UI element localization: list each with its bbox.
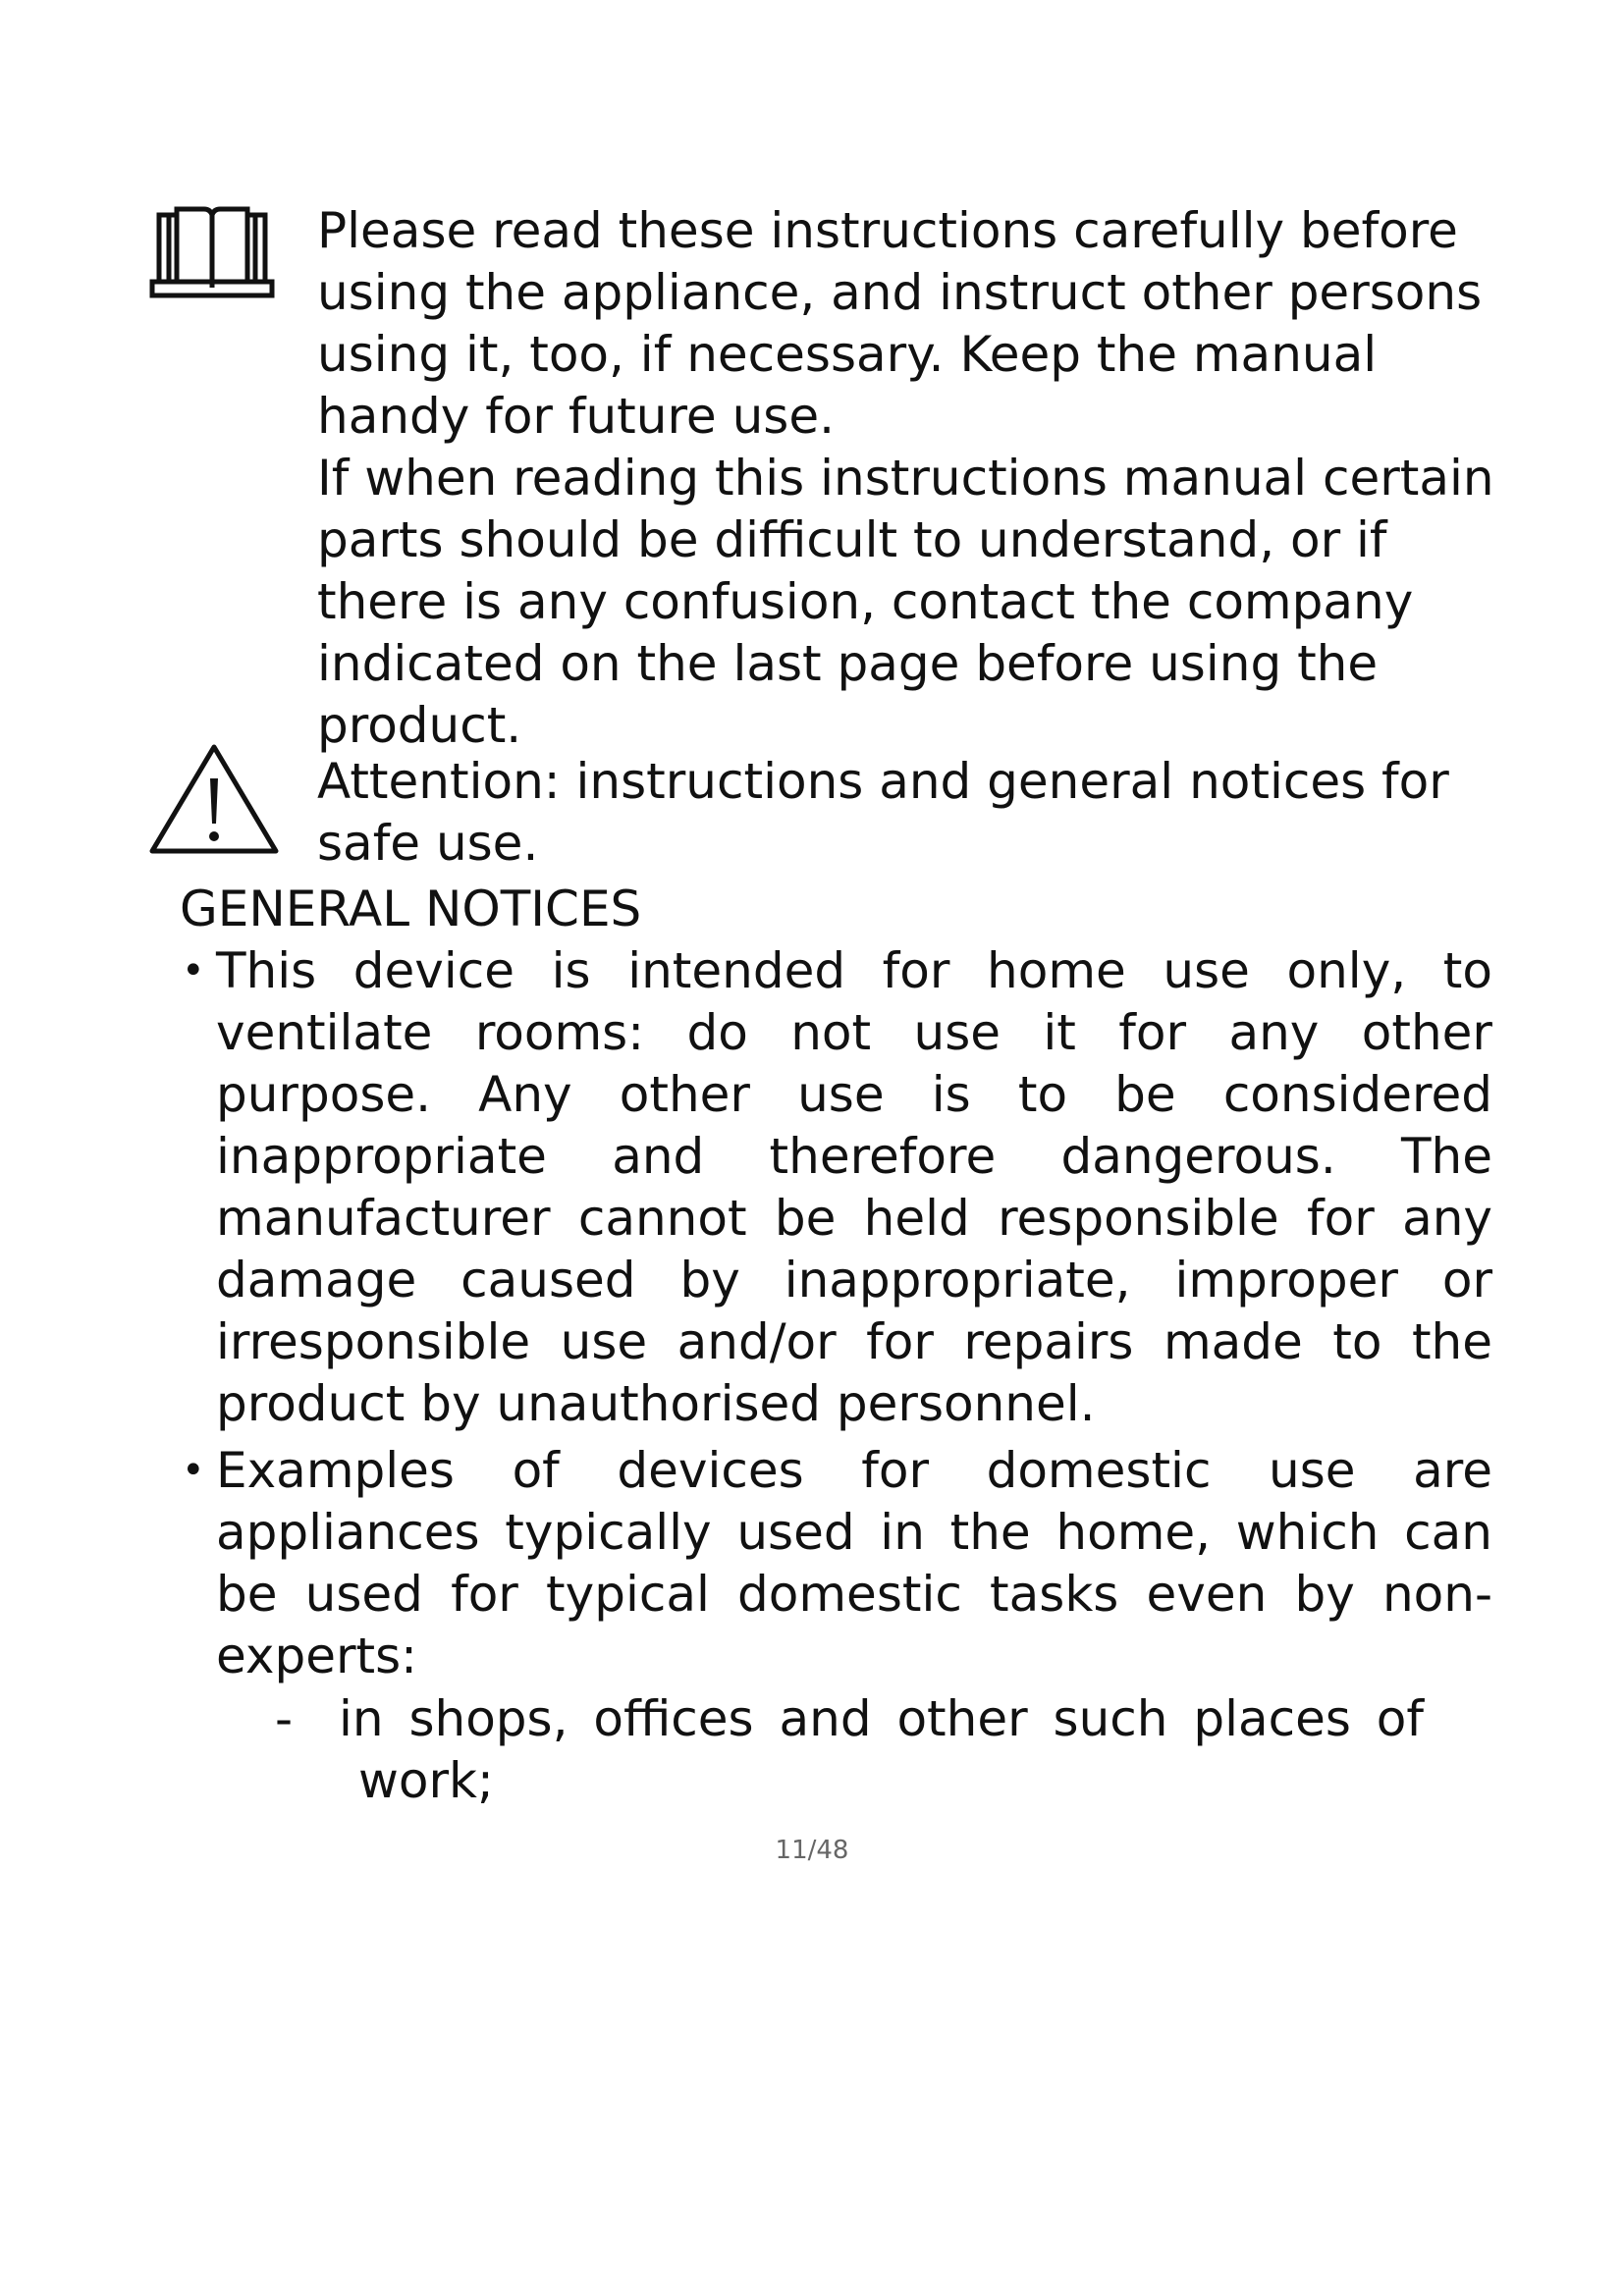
list-item [182,940,1492,1435]
warning-icon [147,741,281,857]
intro-text-block [317,200,1495,757]
list-item [275,1688,1424,1812]
domestic-examples-sublist [275,1688,1424,1812]
bullet-icon: • [182,948,205,993]
sub-item-text [339,1688,1424,1812]
sub-item-line-2: work; [358,1752,494,1809]
sub-item-line-1: in shops, offices and other such places of [339,1690,1424,1747]
notice-text-domestic-examples: Examples of devices for domestic use are appliances typically used in the home, which can be used for typical domestic tasks even by non-experts: [216,1442,1492,1684]
book-icon [149,201,275,299]
section-heading-general-notices: GENERAL NOTICES [180,881,642,937]
list-item [182,1440,1492,1687]
attention-notice [317,751,1495,875]
attention-label: Attention [317,753,544,810]
dash-marker: - [275,1690,294,1747]
notice-text-intended-use: This device is intended for home use only, to ventilate rooms: do not use it for any other purpose. Any other use is to be considered inappropriate and therefore dangerous. The manufacturer cannot be held responsible for any damage caused by inappropriate, improper or irresponsible use and/or for repairs made to the product by unauthorised personnel. [216,942,1492,1432]
intro-paragraph-contact-company: If when reading this instructions manual certain parts should be difficult to understand, or if there is any confusion, contact the company indicated on the last page before using the product. [317,450,1494,754]
attention-text: : instructions and general notices for safe use. [317,753,1449,872]
intro-paragraph-read-instructions: Please read these instructions carefully before using the appliance, and instruct other persons using it, too, if necessary. Keep the manual handy for future use. [317,202,1483,445]
general-notices-list [182,940,1492,1692]
bullet-icon: • [182,1448,205,1493]
page-number: 11/48 [775,1836,849,1865]
